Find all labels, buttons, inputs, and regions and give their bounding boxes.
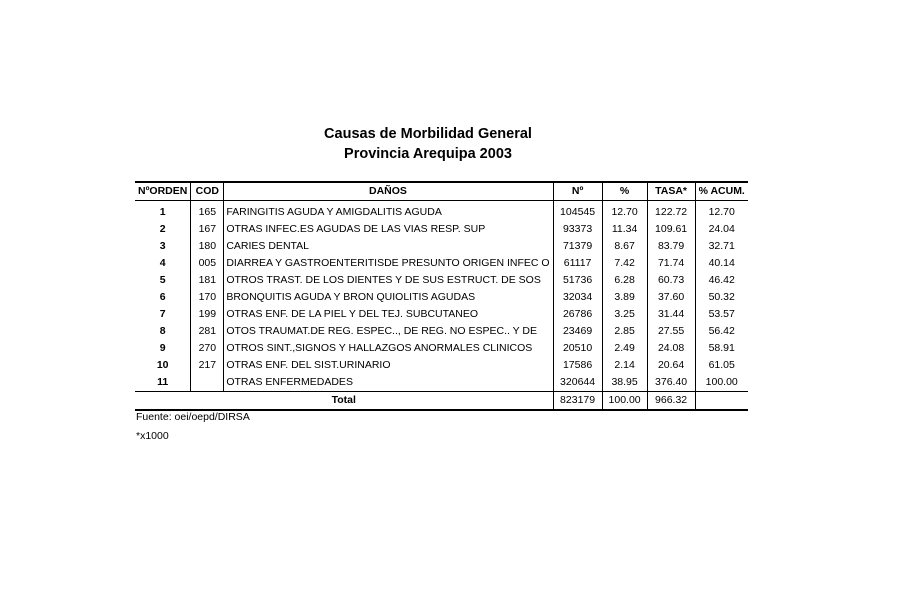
table-row	[135, 255, 748, 272]
table-header-row	[135, 182, 748, 201]
header-orden: NºORDEN	[135, 182, 191, 201]
cell-acum: 50.32	[695, 289, 748, 306]
total-pct: 100.00	[602, 392, 647, 411]
total-tasa: 966.32	[647, 392, 695, 411]
cell-danos: OTRAS INFEC.ES AGUDAS DE LAS VIAS RESP. SUP	[224, 221, 553, 238]
cell-pct: 8.67	[602, 238, 647, 255]
cell-pct: 2.85	[602, 323, 647, 340]
cell-orden: 9	[159, 342, 166, 354]
cell-pct: 38.95	[602, 374, 647, 392]
cell-danos: OTRAS ENF. DE LA PIEL Y DEL TEJ. SUBCUTANEO	[224, 306, 553, 323]
cell-orden: 7	[159, 308, 166, 320]
source-note: Fuente: oei/oepd/DIRSA	[136, 411, 250, 423]
cell-cod: 167	[191, 221, 224, 238]
cell-danos: OTROS SINT.,SIGNOS Y HALLAZGOS ANORMALES CLINICOS	[224, 340, 553, 357]
cell-orden: 11	[157, 376, 169, 388]
cell-cod: 217	[191, 357, 224, 374]
cell-cod: 281	[191, 323, 224, 340]
total-acum	[695, 392, 748, 411]
table-row	[135, 306, 748, 323]
cell-n: 51736	[553, 272, 602, 289]
cell-acum: 56.42	[695, 323, 748, 340]
cell-tasa: 109.61	[647, 221, 695, 238]
table-row	[135, 221, 748, 238]
table-row	[135, 238, 748, 255]
cell-tasa: 60.73	[647, 272, 695, 289]
notes	[136, 408, 250, 446]
header-n: Nº	[553, 182, 602, 201]
header-cod: COD	[191, 182, 224, 201]
cell-tasa: 376.40	[647, 374, 695, 392]
cell-pct: 2.49	[602, 340, 647, 357]
cell-acum: 58.91	[695, 340, 748, 357]
cell-cod: 270	[191, 340, 224, 357]
cell-danos: OTOS TRAUMAT.DE REG. ESPEC.., DE REG. NO ESPEC.. Y DE	[224, 323, 553, 340]
table-row	[135, 289, 748, 306]
cell-danos: DIARREA Y GASTROENTERITISDE PRESUNTO ORIGEN INFEC O	[224, 255, 553, 272]
table-row	[135, 374, 748, 392]
cell-orden: 10	[156, 359, 169, 371]
cell-n: 71379	[553, 238, 602, 255]
cell-orden: 5	[159, 274, 166, 286]
cell-tasa: 27.55	[647, 323, 695, 340]
cell-n: 104545	[553, 201, 602, 222]
cell-n: 93373	[553, 221, 602, 238]
cell-cod: 181	[191, 272, 224, 289]
header-acum: % ACUM.	[695, 182, 748, 201]
cell-cod: 005	[191, 255, 224, 272]
footnote: *x1000	[136, 430, 169, 442]
cell-orden: 3	[159, 240, 166, 252]
cell-pct: 12.70	[602, 201, 647, 222]
table-row	[135, 323, 748, 340]
cell-n: 17586	[553, 357, 602, 374]
total-label: Total	[135, 392, 553, 411]
cell-orden: 8	[159, 325, 166, 337]
cell-n: 26786	[553, 306, 602, 323]
cell-acum: 61.05	[695, 357, 748, 374]
cell-danos: OTRAS ENFERMEDADES	[224, 374, 553, 392]
cell-orden: 6	[159, 291, 166, 303]
cell-cod	[191, 374, 224, 392]
cell-acum: 32.71	[695, 238, 748, 255]
cell-acum: 100.00	[695, 374, 748, 392]
cell-tasa: 37.60	[647, 289, 695, 306]
cell-orden: 1	[159, 206, 166, 218]
cell-n: 320644	[553, 374, 602, 392]
header-tasa: TASA*	[647, 182, 695, 201]
cell-tasa: 71.74	[647, 255, 695, 272]
cell-orden: 2	[159, 223, 166, 235]
morbidity-table	[135, 181, 748, 411]
cell-pct: 6.28	[602, 272, 647, 289]
cell-n: 23469	[553, 323, 602, 340]
cell-acum: 53.57	[695, 306, 748, 323]
cell-danos: CARIES DENTAL	[224, 238, 553, 255]
cell-acum: 40.14	[695, 255, 748, 272]
cell-pct: 11.34	[602, 221, 647, 238]
cell-cod: 199	[191, 306, 224, 323]
cell-tasa: 122.72	[647, 201, 695, 222]
table-row	[135, 201, 748, 222]
cell-tasa: 31.44	[647, 306, 695, 323]
cell-pct: 3.89	[602, 289, 647, 306]
cell-orden: 4	[159, 257, 166, 269]
cell-n: 32034	[553, 289, 602, 306]
table-row	[135, 272, 748, 289]
report-title: Causas de Morbilidad General	[324, 126, 532, 142]
cell-cod: 170	[191, 289, 224, 306]
cell-tasa: 83.79	[647, 238, 695, 255]
table-row	[135, 357, 748, 374]
cell-tasa: 24.08	[647, 340, 695, 357]
table-row	[135, 340, 748, 357]
cell-n: 61117	[553, 255, 602, 272]
cell-danos: BRONQUITIS AGUDA Y BRON QUIOLITIS AGUDAS	[224, 289, 553, 306]
cell-cod: 180	[191, 238, 224, 255]
cell-danos: OTRAS ENF. DEL SIST.URINARIO	[224, 357, 553, 374]
cell-tasa: 20.64	[647, 357, 695, 374]
cell-danos: FARINGITIS AGUDA Y AMIGDALITIS AGUDA	[224, 201, 553, 222]
cell-n: 20510	[553, 340, 602, 357]
cell-pct: 7.42	[602, 255, 647, 272]
report-titles	[280, 124, 576, 164]
cell-pct: 2.14	[602, 357, 647, 374]
cell-acum: 12.70	[695, 201, 748, 222]
cell-pct: 3.25	[602, 306, 647, 323]
cell-acum: 46.42	[695, 272, 748, 289]
header-danos: DAÑOS	[224, 182, 553, 201]
cell-danos: OTROS TRAST. DE LOS DIENTES Y DE SUS ESTRUCT. DE SOS	[224, 272, 553, 289]
report-subtitle: Provincia Arequipa 2003	[344, 146, 512, 162]
total-n: 823179	[553, 392, 602, 411]
cell-acum: 24.04	[695, 221, 748, 238]
cell-cod: 165	[191, 201, 224, 222]
header-pct: %	[602, 182, 647, 201]
